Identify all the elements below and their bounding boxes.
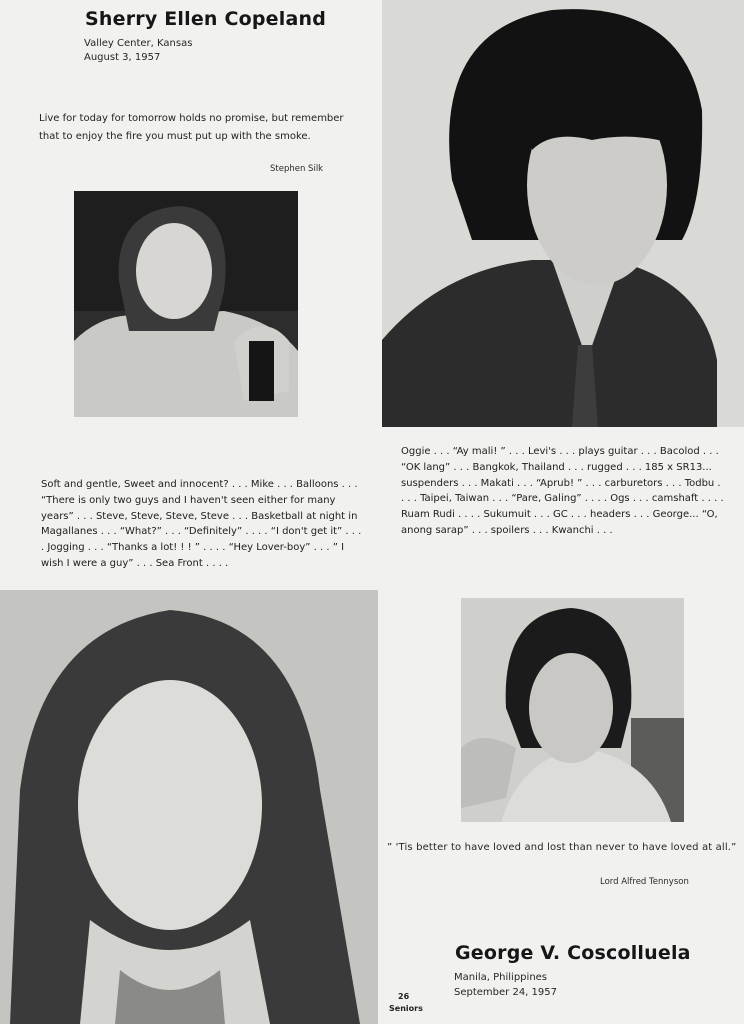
- page-number: 26: [398, 992, 410, 1001]
- student-quote: ” 'Tis better to have loved and lost than never to have loved at all.”: [387, 842, 737, 853]
- student-hometown: Manila, Philippines: [454, 972, 548, 983]
- student-blurb: Oggie . . . “Ay mali! ” . . . Levi's . . . plays guitar . . . Bacolod . . . “OK lang” . . . Bangkok, Thailand . . . rugged . . . 185 x SR13... suspenders . . . Makati . . . “Aprub! ” . . . carburetors . . . Todbu . . . . Taipei, Taiwan . . . “Pare, Galing” . . . . Ogs . . . camshaft . . . . Ruam Rudi . . . . Sukumuit . . . GC . . . headers . . . George... “O, anong sarap” . . . spoilers . . . Kwanchi . . .: [401, 446, 724, 536]
- candid-photo-george: [461, 598, 684, 822]
- student-name: George V. Coscolluela: [455, 942, 691, 964]
- quote-author: Lord Alfred Tennyson: [600, 877, 689, 887]
- candid-photo-sherry: [74, 191, 298, 417]
- student-hometown: Valley Center, Kansas: [84, 38, 193, 49]
- student-name: Sherry Ellen Copeland: [85, 8, 327, 30]
- student-birthdate: September 24, 1957: [454, 987, 557, 998]
- section-label: Seniors: [389, 1004, 423, 1013]
- student-blurb: Soft and gentle, Sweet and innocent? . . . Mike . . . Balloons . . . “There is only two guys and I haven't seen either for many years” . . . Steve, Steve, Steve, Steve . . . Basketball at night in Magallanes . . . “What?” . . . “Definitely” . . . . “I don't get it” . . . . Jogging . . . “Thanks a lot! ! ! ” . . . . “Hey Lover-boy” . . . ” I wish I were a guy” . . . Sea Front . . . .: [41, 479, 362, 569]
- student-quote: Live for today for tomorrow holds no promise, but remember that to enjoy the fire you must put up with the smoke.: [39, 113, 344, 142]
- quote-author: Stephen Silk: [270, 164, 324, 174]
- student-birthdate: August 3, 1957: [84, 52, 161, 63]
- portrait-photo-sherry: [0, 590, 378, 1024]
- portrait-photo-george: [382, 0, 744, 427]
